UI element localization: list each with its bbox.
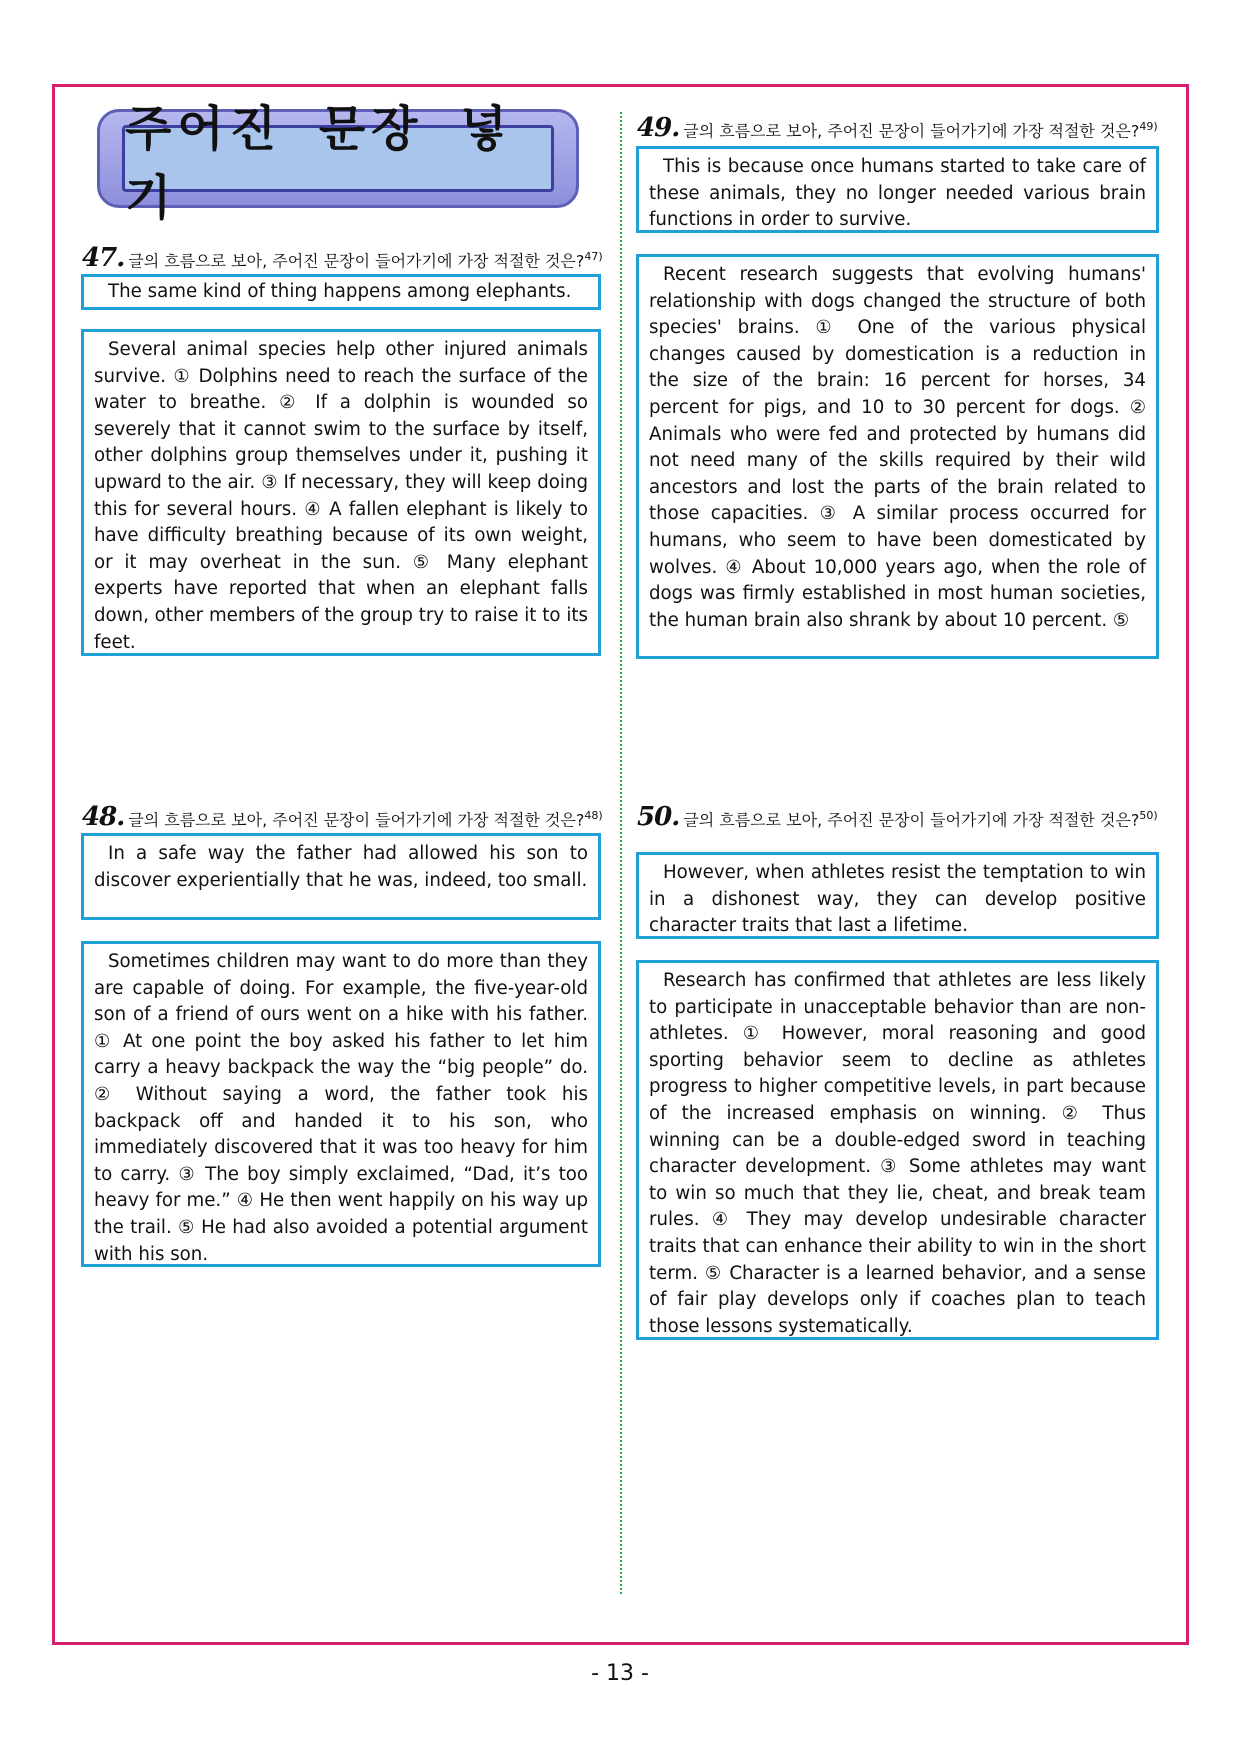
question-47-given-sentence-box [81, 274, 601, 310]
question-50-header [637, 802, 1161, 833]
question-48-passage: Sometimes children may want to do more than they are capable of doing. For example, the five-year-old son of a friend of ours went on a hike with his father. ① At one point the boy asked his father to let him carry a heavy backpack the way the “big people” do. ② Without saying a word, the father took his backpack off and handed it to his son, who immediately discovered that it was too heavy for him to carry. ③ The boy simply exclaimed, “Dad, it’s too heavy for me.” ④ He then went happily on his way up the trail. ⑤ He had also avoided a potential argument with his son. [94, 951, 588, 1265]
question-49-header [637, 113, 1158, 144]
question-50-passage: Research has confirmed that athletes are less likely to participate in unacceptable behavior than are non-athletes. ① However, moral reasoning and good sporting behavior seem to decline as athletes progress to higher competitive levels, in part because of the increased emphasis on winning. ② Thus winning can be a double-edged sword in teaching character development. ③ Some athletes may want to win so much that they lie, cheat, and break team rules. ④ They may develop undesirable character traits that can enhance their ability to win in the short term. ⑤ Character is a learned behavior, and a sense of fair play develops only if coaches plan to teach those lessons systematically. [649, 970, 1146, 1337]
question-50-prompt: 글의 흐름으로 보아, 주어진 문장이 들어가기에 가장 적절한 것은? [683, 810, 1140, 830]
page-number: - 13 - [591, 1661, 649, 1686]
question-49-passage-box [636, 254, 1159, 659]
question-48-given-sentence: In a safe way the father had allowed his son to discover experientially that he was, indeed, too small. [94, 843, 588, 891]
question-48-passage-box [81, 941, 601, 1267]
question-49-given-sentence-box [636, 146, 1159, 233]
question-47-footnote: 47) [584, 250, 603, 263]
question-48-number: 48. [82, 802, 125, 833]
question-48-header [82, 802, 603, 833]
question-50-given-sentence: However, when athletes resist the temptation to win in a dishonest way, they can develop positive character traits that last a lifetime. [649, 862, 1146, 937]
column-divider [620, 112, 622, 1594]
question-50-footnote: 50) [1139, 809, 1158, 822]
section-title-banner [97, 100, 579, 226]
question-49-number: 49. [637, 113, 680, 144]
question-48-prompt: 글의 흐름으로 보아, 주어진 문장이 들어가기에 가장 적절한 것은? [128, 810, 585, 830]
question-47-passage-box [81, 329, 601, 656]
question-47-header [82, 243, 603, 274]
question-49-footnote: 49) [1139, 120, 1158, 133]
section-title: 주어진 문장 넣기 [125, 100, 513, 226]
question-50-number: 50. [637, 802, 680, 833]
question-48-given-sentence-box [81, 833, 601, 920]
question-49-prompt: 글의 흐름으로 보아, 주어진 문장이 들어가기에 가장 적절한 것은? [683, 121, 1140, 141]
question-47-prompt: 글의 흐름으로 보아, 주어진 문장이 들어가기에 가장 적절한 것은? [128, 251, 585, 271]
question-50-passage-box [636, 960, 1159, 1340]
question-49-passage: Recent research suggests that evolving humans' relationship with dogs changed the structure of both species' brains. ① One of the various physical changes caused by domestication is a reduction in the size of the brain: 16 percent for horses, 34 percent for pigs, and 10 to 30 percent for dogs. ② Animals who were fed and protected by humans did not need many of the skills required by their wild ancestors and lost the parts of the brain related to those capacities. ③ A similar process occurred for humans, who seem to have been domesticated by wolves. ④ About 10,000 years ago, when the role of dogs was firmly established in most human societies, the human brain also shrank by about 10 percent. ⑤ [649, 264, 1146, 631]
question-47-given-sentence: The same kind of thing happens among elephants. [108, 281, 572, 302]
question-47-passage: Several animal species help other injured animals survive. ① Dolphins need to reach the surface of the water to breathe. ② If a dolphin is wounded so severely that it cannot swim to the surface by itself, other dolphins group themselves under it, pushing it upward to the air. ③ If necessary, they will keep doing this for several hours. ④ A fallen elephant is likely to have difficulty breathing because of its own weight, or it may overheat in the sun. ⑤ Many elephant experts have reported that when an elephant falls down, other members of the group try to raise it to its feet. [94, 339, 588, 653]
question-47-number: 47. [82, 243, 125, 274]
question-50-given-sentence-box [636, 852, 1159, 939]
section-title-panel [122, 100, 554, 226]
question-49-given-sentence: This is because once humans started to take care of these animals, they no longer needed various brain functions in order to survive. [649, 156, 1146, 231]
question-48-footnote: 48) [584, 809, 603, 822]
